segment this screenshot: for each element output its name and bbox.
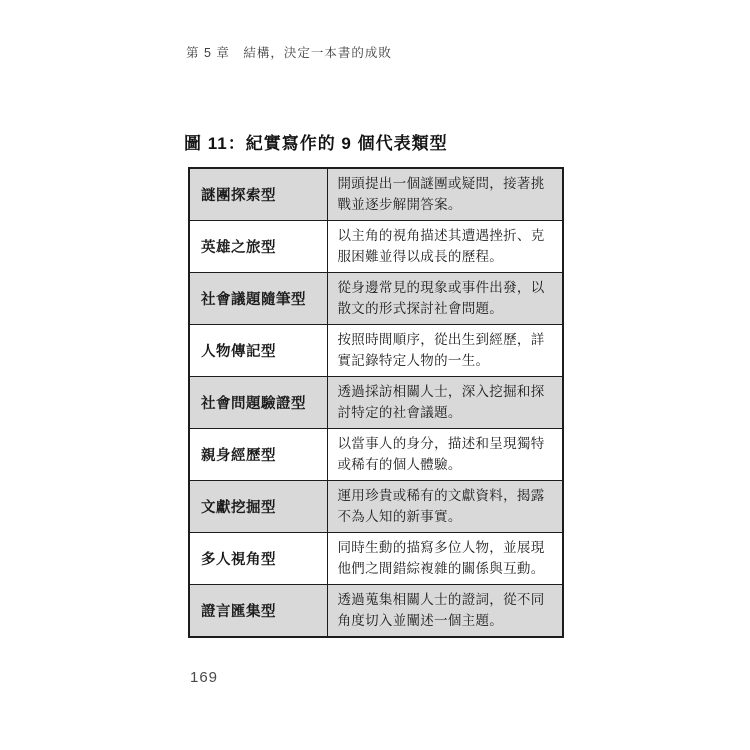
- type-name-cell: 謎團探索型: [189, 168, 327, 221]
- type-description-cell: 以當事人的身分，描述和呈現獨特或稀有的個人體驗。: [327, 429, 563, 481]
- type-description-cell: 從身邊常見的現象或事件出發，以散文的形式探討社會問題。: [327, 273, 563, 325]
- figure-title: 圖 11：紀實寫作的 9 個代表類型: [184, 134, 448, 153]
- type-name-cell: 社會問題驗證型: [189, 377, 327, 429]
- table-row: [189, 273, 563, 325]
- table-row: [189, 377, 563, 429]
- type-name-cell: 親身經歷型: [189, 429, 327, 481]
- type-name-cell: 英雄之旅型: [189, 221, 327, 273]
- table-row: [189, 325, 563, 377]
- type-description-cell: 同時生動的描寫多位人物，並展現他們之間錯綜複雜的關係與互動。: [327, 533, 563, 585]
- type-description-cell: 運用珍貴或稀有的文獻資料，揭露不為人知的新事實。: [327, 481, 563, 533]
- table-row: [189, 168, 563, 221]
- table-row: [189, 221, 563, 273]
- writing-types-table: [188, 167, 564, 638]
- type-description-cell: 透過採訪相關人士，深入挖掘和探討特定的社會議題。: [327, 377, 563, 429]
- table-row: [189, 585, 563, 638]
- type-description-cell: 開頭提出一個謎團或疑問，接著挑戰並逐步解開答案。: [327, 168, 563, 221]
- page-number: 169: [190, 669, 219, 686]
- type-description-cell: 透過蒐集相關人士的證詞，從不同角度切入並闡述一個主題。: [327, 585, 563, 638]
- type-name-cell: 多人視角型: [189, 533, 327, 585]
- type-name-cell: 文獻挖掘型: [189, 481, 327, 533]
- type-description-cell: 以主角的視角描述其遭遇挫折、克服困難並得以成長的歷程。: [327, 221, 563, 273]
- type-name-cell: 證言匯集型: [189, 585, 327, 638]
- type-description-cell: 按照時間順序，從出生到經歷，詳實記錄特定人物的一生。: [327, 325, 563, 377]
- table-row: [189, 481, 563, 533]
- type-name-cell: 社會議題隨筆型: [189, 273, 327, 325]
- table-row: [189, 429, 563, 481]
- table-row: [189, 533, 563, 585]
- chapter-header: 第 5 章 結構，決定一本書的成敗: [186, 46, 392, 60]
- type-name-cell: 人物傳記型: [189, 325, 327, 377]
